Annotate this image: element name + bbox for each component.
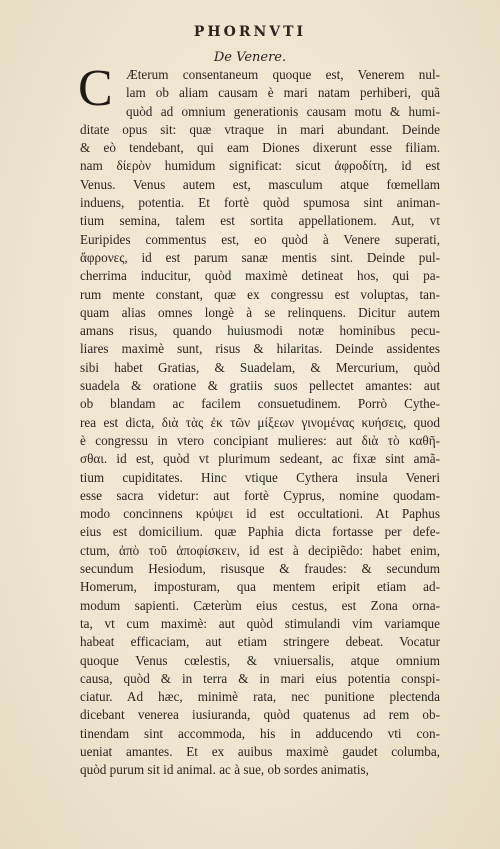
running-head: PHORNVTI bbox=[193, 24, 307, 40]
text-line: rum mente constant, quæ ex congressu est voluptas, tan- bbox=[80, 286, 440, 302]
text-line: ditate opus sit: quæ vtraque in mari abundant. Deinde bbox=[80, 121, 440, 137]
text-line: rea est dicta, διὰ τὰς ἐκ τῶν μίξεων γινομένας κυήσεις, quod bbox=[80, 414, 440, 430]
text-line: quòd purum sit id animal. ac à sue, ob sordes animatis, bbox=[80, 762, 369, 778]
text-line: ob blandam ac facilem consuetudinem. Porrò Cythe- bbox=[80, 396, 440, 412]
text-line: secundum Hesiodum, risusque & fraudes: & secundum bbox=[80, 561, 440, 577]
text-line: dicebant venerea iusiuranda, quòd quatenus ad rem ob- bbox=[80, 707, 440, 723]
text-line: ἄφρονες, id est parum sanæ mentis sint. Deinde pul- bbox=[80, 249, 440, 265]
text-line: tinendam sint accommoda, his in adducendo vti con- bbox=[80, 725, 440, 741]
body-text bbox=[78, 60, 440, 780]
text-line: Venus. Venus autem est, masculum atque fœmellam bbox=[80, 176, 440, 192]
text-line: ta, vt cum maximè: aut quòd stimulandi vim variamque bbox=[80, 615, 440, 631]
text-lines bbox=[78, 60, 440, 780]
text-line: & eò tendebant, qui eam Diones dixerunt esse filiam. bbox=[80, 140, 440, 156]
text-line: habeat efficaciam, aut etiam stringere debeat. Vocatur bbox=[80, 634, 440, 650]
text-line: tium semina, talem est sortita appellationem. Aut, vt bbox=[80, 213, 440, 229]
text-line: induens, potentia. Et fortè quòd spumosa sint animan- bbox=[80, 195, 440, 211]
text-line: quoque Venus cœlestis, & vniuersalis, atque omnium bbox=[80, 652, 440, 668]
text-line: sibi habet Gratias, & Suadelam, & Mercurium, quòd bbox=[80, 359, 440, 375]
text-line: è congressu in vtero concipiant mulieres: aut διὰ τὸ καθῆ- bbox=[80, 432, 440, 448]
text-line: liares maximè sunt, risus & hilaritas. Deinde assidentes bbox=[80, 341, 440, 357]
text-line: eius est domicilium. quæ Paphia dicta fortasse per defe- bbox=[80, 524, 440, 540]
text-line: suadela & oratione & gratiis suos pellectet amantes: aut bbox=[80, 378, 440, 394]
text-line: amans risus, quando huiusmodi notæ hominibus pecu- bbox=[80, 323, 440, 339]
text-line: modo concinnens κρύψει id est occultationi. At Paphus bbox=[80, 506, 440, 522]
text-line: Æterum consentaneum quoque est, Venerem nul- bbox=[126, 67, 440, 82]
text-line: modum sapienti. Cæterùm eius cestus, est Zona orna- bbox=[80, 597, 440, 613]
text-line: causa, quòd & in terra & in mari eius potentia conspi- bbox=[80, 670, 440, 686]
text-line: ueniat amantes. Et ex auibus maximè gaudet columba, bbox=[80, 743, 440, 759]
text-line: nam δίερὸν humidum significat: sicut ἀφροδίτη, id est bbox=[80, 158, 440, 174]
text-line: Homerum, imposturam, qua mentem eripit etiam ad- bbox=[80, 579, 440, 595]
text-line: esse sacra videtur: aut fortè Cyprus, nomine quodam- bbox=[80, 487, 440, 503]
text-line: quam alias omnes longè à se relinquens. Dicitur autem bbox=[80, 304, 440, 320]
drop-cap: C bbox=[78, 60, 113, 117]
text-line: cherrima inducitur, quòd maximè detineat hos, qui pa- bbox=[80, 268, 440, 284]
text-line: lam ob aliam causam è mari natam perhiberi, quã bbox=[126, 85, 440, 101]
section-subtitle: De Venere. bbox=[213, 50, 287, 65]
text-line: Euripides commentus est, eo quòd à Venere superati, bbox=[80, 231, 440, 247]
text-line: σθαι. id est, quòd vt plurimum sedeant, ac fixæ sint amã- bbox=[80, 451, 440, 467]
text-line: ctum, ἀπὸ τοῦ ἀποφίσκειν, id est à decipiẽdo: habet enim, bbox=[80, 542, 440, 558]
text-line: tium cupiditates. Hinc vtique Cythera insula Veneri bbox=[80, 469, 440, 485]
text-line: quòd ad omnium generationis causam motu & humi- bbox=[126, 103, 440, 119]
text-line: ciatur. Ad hæc, minimè rata, nec punitione plectenda bbox=[80, 689, 440, 705]
